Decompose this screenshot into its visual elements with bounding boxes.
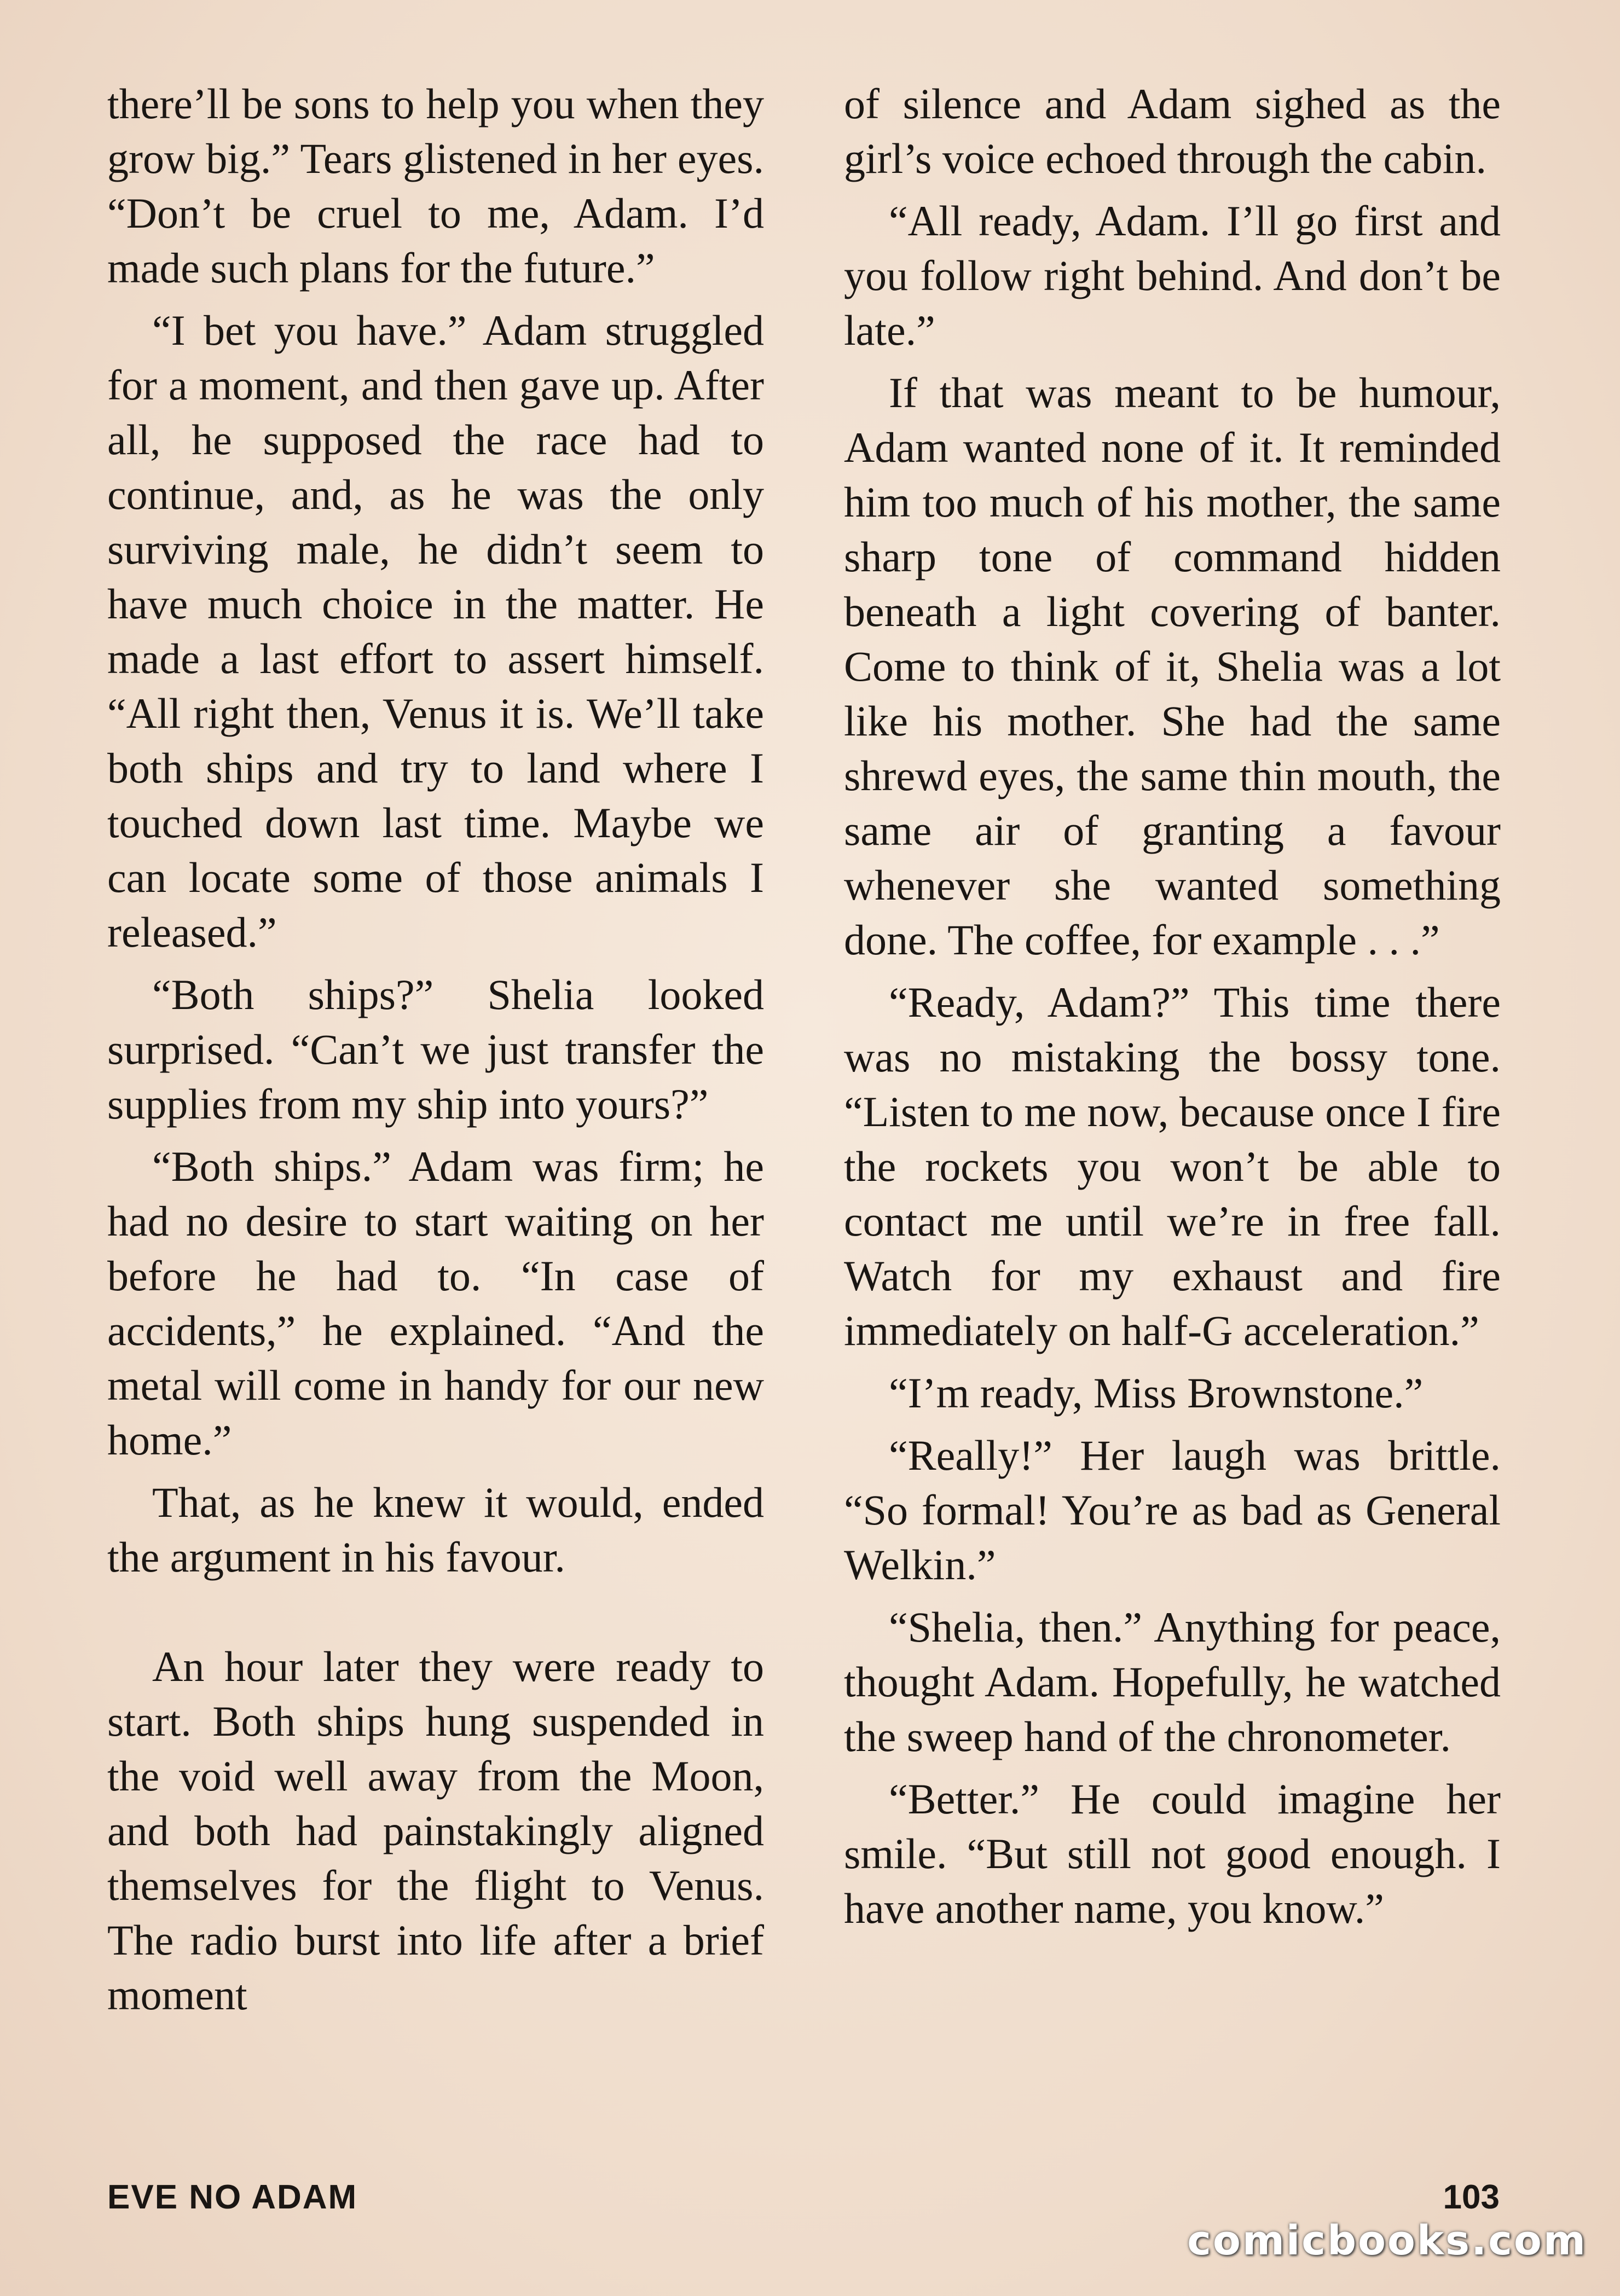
paragraph: That, as he knew it would, ended the argument in his favour. xyxy=(107,1479,764,1581)
paragraph: “I bet you have.” Adam struggled for a moment, and then gave up. After all, he supposed the race had to continue, and, as he was the only surviving male, he didn’t seem to have much choice in the matter. He made a last effort to assert himself. “All right then, Venus it is. We’ll take both ships and try to land where I touched down last time. Maybe we can locate some of those animals I released.” xyxy=(107,306,764,956)
paragraph: of silence and Adam sighed as the girl’s voice echoed through the cabin. xyxy=(844,80,1501,182)
watermark: comicbooks.com xyxy=(1187,2217,1587,2264)
paragraph: “Better.” He could imagine her smile. “But still not good enough. I have another name, you know.” xyxy=(844,1775,1501,1932)
paragraph: “Both ships.” Adam was firm; he had no desire to start waiting on her before he had to. “In case of accidents,” he explained. “And the metal will come in handy for our new home.” xyxy=(107,1143,764,1464)
running-footer-title: EVE NO ADAM xyxy=(107,2178,358,2216)
paragraph: “Both ships?” Shelia looked surprised. “Can’t we just transfer the supplies from my ship into yours?” xyxy=(107,971,764,1128)
left-column xyxy=(107,77,764,2022)
paragraph: “Really!” Her laugh was brittle. “So formal! You’re as bad as General Welkin.” xyxy=(844,1431,1501,1588)
paragraph: An hour later they were ready to start. Both ships hung suspended in the void well away from the Moon, and both had painstakingly aligned themselves for the flight to Venus. The radio burst into life after a brief moment xyxy=(107,1643,764,2019)
paragraph: there’ll be sons to help you when they grow big.” Tears glistened in her eyes. “Don’t be cruel to me, Adam. I’d made such plans for the future.” xyxy=(107,80,764,292)
right-column xyxy=(844,77,1501,1936)
paragraph: “I’m ready, Miss Brownstone.” xyxy=(889,1369,1424,1417)
paragraph: If that was meant to be humour, Adam wanted none of it. It reminded him too much of his mother, the same sharp tone of command hidden beneath a light covering of banter. Come to think of it, Shelia was a lot like his mother. She had the same shrewd eyes, the same thin mouth, the same air of granting a favour whenever she wanted something done. The coffee, for example . . .” xyxy=(844,369,1501,964)
paragraph: “Ready, Adam?” This time there was no mistaking the bossy tone. “Listen to me now, because once I fire the rockets you won’t be able to contact me until we’re in free fall. Watch for my exhaust and fire immediately on half-G acceleration.” xyxy=(844,978,1501,1354)
page-number: 103 xyxy=(1443,2178,1500,2216)
paragraph: “Shelia, then.” Anything for peace, thought Adam. Hopefully, he watched the sweep hand of the chronometer. xyxy=(844,1603,1501,1760)
paragraph: “All ready, Adam. I’ll go first and you follow right behind. And don’t be late.” xyxy=(844,197,1501,354)
